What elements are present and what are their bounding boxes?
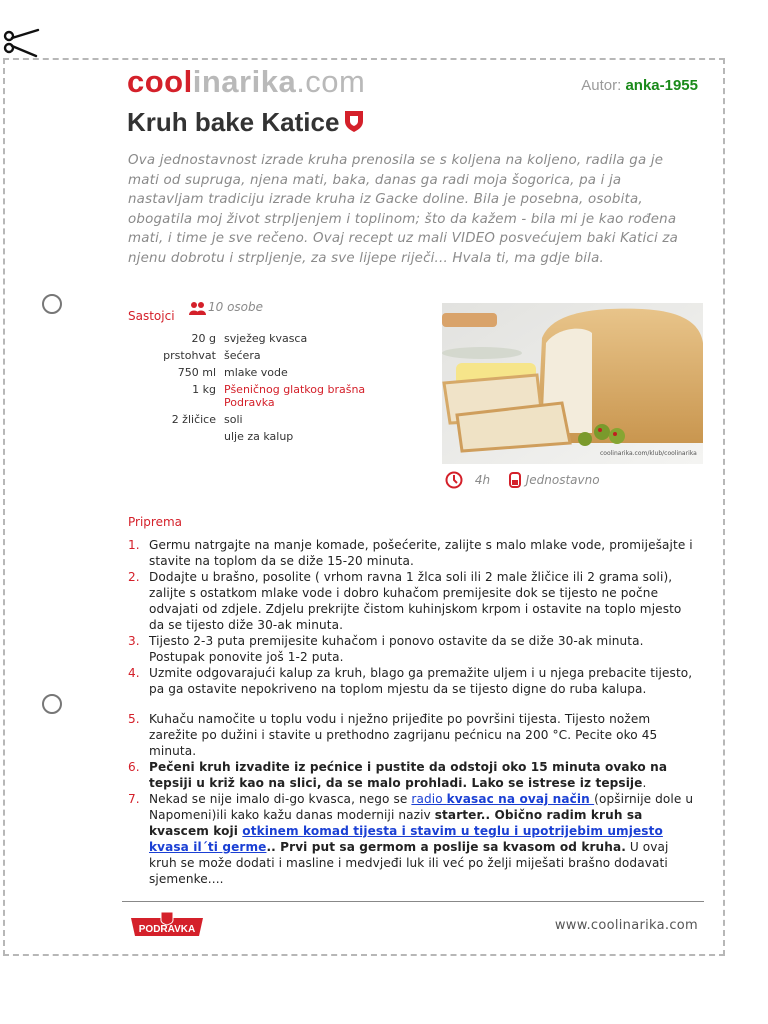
step-item: 1. Germu natrgajte na manje komade, pošećerite, zalijte s malo mlake vode, promiješajte i stavite na toplom da se diže 15-20 minuta. <box>128 538 693 568</box>
podravka-shield-icon <box>343 109 365 133</box>
step-item: 5. Kuhaču namočite u toplu vodu i nježno prijeđite po površini tijesta. Tijesto nožem zarežite po dužini i stavite u prethodno zagrijanu pećnicu na 200 °C. Pecite oko 45 minuta. <box>128 712 658 758</box>
ingredient-row: 750 ml mlake vode <box>177 366 288 379</box>
ingredients-heading: Sastojci <box>128 309 175 323</box>
clock-icon <box>445 471 463 489</box>
prep-time: 4h <box>474 473 491 487</box>
author-label: Autor: <box>581 77 622 94</box>
photo-caption: coolinarika.com/klub/coolinarika <box>600 450 697 457</box>
ingredient-row: 2 žličice soli <box>171 413 243 426</box>
ingredient-row: ulje za kalup <box>224 430 294 443</box>
ingredient-link[interactable]: Pšeničnog glatkog brašna Podravka <box>224 383 366 409</box>
ingredients-list <box>140 330 374 445</box>
step-item: 3. Tijesto 2-3 puta premijesite kuhačom i ponovo ostavite da se diže 30-ak minuta. Postupak ponovite još 1-2 puta. <box>128 634 644 664</box>
author-line <box>581 77 698 94</box>
people-icon <box>189 301 207 315</box>
binder-hole <box>42 294 62 314</box>
scissors-icon <box>2 26 42 58</box>
starter-link[interactable]: otkinem komad tijesta i stavim u teglu i upotrijebim umjesto kvasa il´ti germe <box>149 824 663 854</box>
site-url[interactable]: www.coolinarika.com <box>554 918 698 933</box>
podravka-text: PODRAVKA <box>138 924 196 935</box>
step-item: 6. Pečeni kruh izvadite iz pećnice i pustite da odstoji oko 15 minuta ovako na tepsiji u križ kao na slici, da se malo prohladi. Lako se istrese iz tepsije. <box>128 760 668 790</box>
ingredient-row: prstohvat šećera <box>163 349 261 362</box>
ingredient-row: 20 g svježeg kvasca <box>191 332 308 345</box>
recipe-intro: Ova jednostavnost izrade kruha prenosila se s koljena na koljeno, radila ga je mati od supruga, njena mati, baka, danas ga radi moja šogorica, pa i ja nastavljam tradiciju izrade kruha iz Gacke doline. Bila je posebna, osobita, obogatila moj život strpljenjem i toplinom; što da kažem - bila mi je kao rođena mati, i time je sve rečeno. Ovaj recept uz mali VIDEO posvećujem baki Katici za njenu dobrotu i strpljenje, za sve lijepe riječi... Hvala ti, ma gdje bila. <box>128 153 678 266</box>
bread-photo <box>442 303 703 464</box>
binder-hole <box>42 694 62 714</box>
servings <box>189 300 263 315</box>
kvasac-link[interactable]: radio kvasac na ovaj način <box>411 792 595 806</box>
difficulty-icon <box>508 471 522 489</box>
difficulty-text: Jednostavno <box>525 473 600 487</box>
coolinarika-logo[interactable]: coolinarika.com <box>127 64 366 99</box>
footer-divider <box>122 901 704 902</box>
author-name[interactable]: anka-1955 <box>625 77 698 94</box>
recipe-title: Kruh bake Katice <box>127 107 365 138</box>
step-item: 7. Nekad se nije imalo di-go kvasca, nego se radio kvasac na ovaj način (opširnije dole u Napomeni)ili kako kažu danas moderniji naziv starter.. Obično radim kruh sa kvascem koji otkinem komad tijesta i stavim u teglu i upotrijebim umjesto kvasa il´ti germe.. Prvi put sa germom a poslije sa kvasom od kruha. U ovaj kruh se može dodati i masline i medvjeđi luk ili već po želji miješati brašno dodavati sjemenke.... <box>128 792 694 886</box>
ingredient-row: 1 kg Pšeničnog glatkog brašna Podravka <box>140 381 374 411</box>
step-item: 2. Dodajte u brašno, posolite ( vrhom ravna 1 žlca soli ili 2 male žličice ili 2 grama soli), zalijte s ostatkom mlake vode i dobro kuhačom premijesite dok se tijesto ne počne odvajati od zdjele. Zdjelu prekrijte čistom kuhinjskom krpom i ostavite na toplo mjesto da se tijesto diže 30-ak minuta. <box>128 570 682 632</box>
preparation-heading: Priprema <box>128 515 183 529</box>
preparation-steps <box>128 537 698 887</box>
servings-text: 10 osobe <box>208 300 264 314</box>
step-item: 4. Uzmite odgovarajući kalup za kruh, blago ga premažite uljem i u njega prebacite tijesto, pa ga ostavite nepokriveno na toplom mjestu da se tijesto digne do ruba kalupa. <box>128 666 693 696</box>
podravka-logo[interactable] <box>127 910 207 944</box>
recipe-meta <box>445 471 600 489</box>
